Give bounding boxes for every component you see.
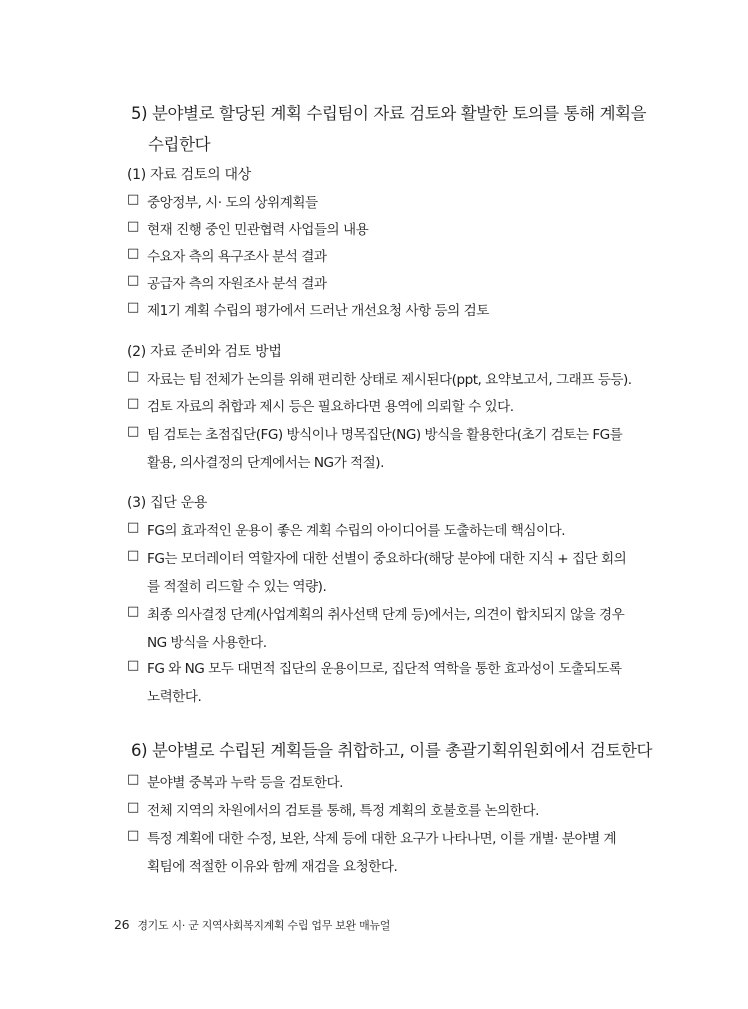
section6-heading: 6) 분야별로 수립된 계획들을 취합하고, 이를 총괄기획위원회에서 검토한다: [131, 741, 653, 760]
list-item: 최종 의사결정 단계(사업계획의 취사선택 단계 등)에서는, 의견이 합치되지 않을 경우: [147, 607, 625, 623]
page-number: 26: [114, 917, 130, 932]
list-item: 중앙정부, 시· 도의 상위계획들: [147, 195, 318, 211]
checkbox-bullet: □: [127, 658, 140, 673]
list-item-continuation: 활용, 의사결정의 단계에서는 NG가 적절).: [147, 455, 384, 471]
checkbox-bullet: □: [127, 520, 140, 535]
checkbox-bullet: □: [127, 369, 140, 384]
checkbox-bullet: □: [127, 246, 140, 261]
list-item: FG 와 NG 모두 대면적 집단의 운용이므로, 집단적 역학을 통한 효과성이 도출되도록: [147, 661, 622, 677]
checkbox-bullet: □: [127, 219, 140, 234]
footer-title: 경기도 시· 군 지역사회복지계획 수립 업무 보완 매뉴얼: [137, 919, 391, 932]
subsection2-title: (2) 자료 준비와 검토 방법: [127, 344, 282, 360]
checkbox-bullet: □: [127, 424, 140, 439]
list-item: FG의 효과적인 운용이 좋은 계획 수립의 아이디어를 도출하는데 핵심이다.: [147, 523, 566, 539]
checkbox-bullet: □: [127, 604, 140, 619]
subsection1-title: (1) 자료 검토의 대상: [127, 167, 251, 183]
checkbox-bullet: □: [127, 192, 140, 207]
list-item: 수요자 측의 욕구조사 분석 결과: [147, 249, 327, 265]
checkbox-bullet: □: [127, 800, 140, 815]
section5-heading-line1: 5) 분야별로 할당된 계획 수립팀이 자료 검토와 활발한 토의를 통해 계획을: [131, 104, 647, 123]
checkbox-bullet: □: [127, 828, 140, 843]
list-item: 전체 지역의 차원에서의 검토를 통해, 특정 계획의 호불호를 논의한다.: [147, 803, 539, 819]
list-item: 특정 계획에 대한 수정, 보완, 삭제 등에 대한 요구가 나타나면, 이를 개별· 분야별 계: [147, 831, 617, 847]
checkbox-bullet: □: [127, 396, 140, 411]
list-item-continuation: 를 적절히 리드할 수 있는 역량).: [147, 579, 327, 595]
checkbox-bullet: □: [127, 300, 140, 315]
list-item: 제1기 계획 수립의 평가에서 드러난 개선요청 사항 등의 검토: [147, 303, 489, 319]
list-item: 공급자 측의 자원조사 분석 결과: [147, 276, 327, 292]
list-item: FG는 모더레이터 역할자에 대한 선별이 중요하다(해당 분야에 대한 지식 + 집단 회의: [147, 551, 627, 567]
list-item-continuation: 노력한다.: [147, 689, 202, 705]
list-item: 검토 자료의 취합과 제시 등은 필요하다면 용역에 의뢰할 수 있다.: [147, 399, 514, 415]
page-footer: [114, 917, 390, 933]
list-item: 분야별 중복과 누락 등을 검토한다.: [147, 775, 343, 791]
checkbox-bullet: □: [127, 772, 140, 787]
list-item: 팀 검토는 초점집단(FG) 방식이나 명목집단(NG) 방식을 활용한다(초기 검토는 FG를: [147, 427, 623, 443]
list-item-continuation: NG 방식을 사용한다.: [147, 635, 267, 651]
list-item-continuation: 획팀에 적절한 이유와 함께 재검을 요청한다.: [147, 859, 398, 875]
list-item: 현재 진행 중인 민관협력 사업들의 내용: [147, 222, 369, 238]
list-item: 자료는 팀 전체가 논의를 위해 편리한 상태로 제시된다(ppt, 요약보고서, 그래프 등등).: [147, 372, 632, 388]
checkbox-bullet: □: [127, 548, 140, 563]
subsection3-title: (3) 집단 운용: [127, 495, 208, 511]
section5-heading-line2: 수립한다: [148, 135, 211, 154]
checkbox-bullet: □: [127, 273, 140, 288]
